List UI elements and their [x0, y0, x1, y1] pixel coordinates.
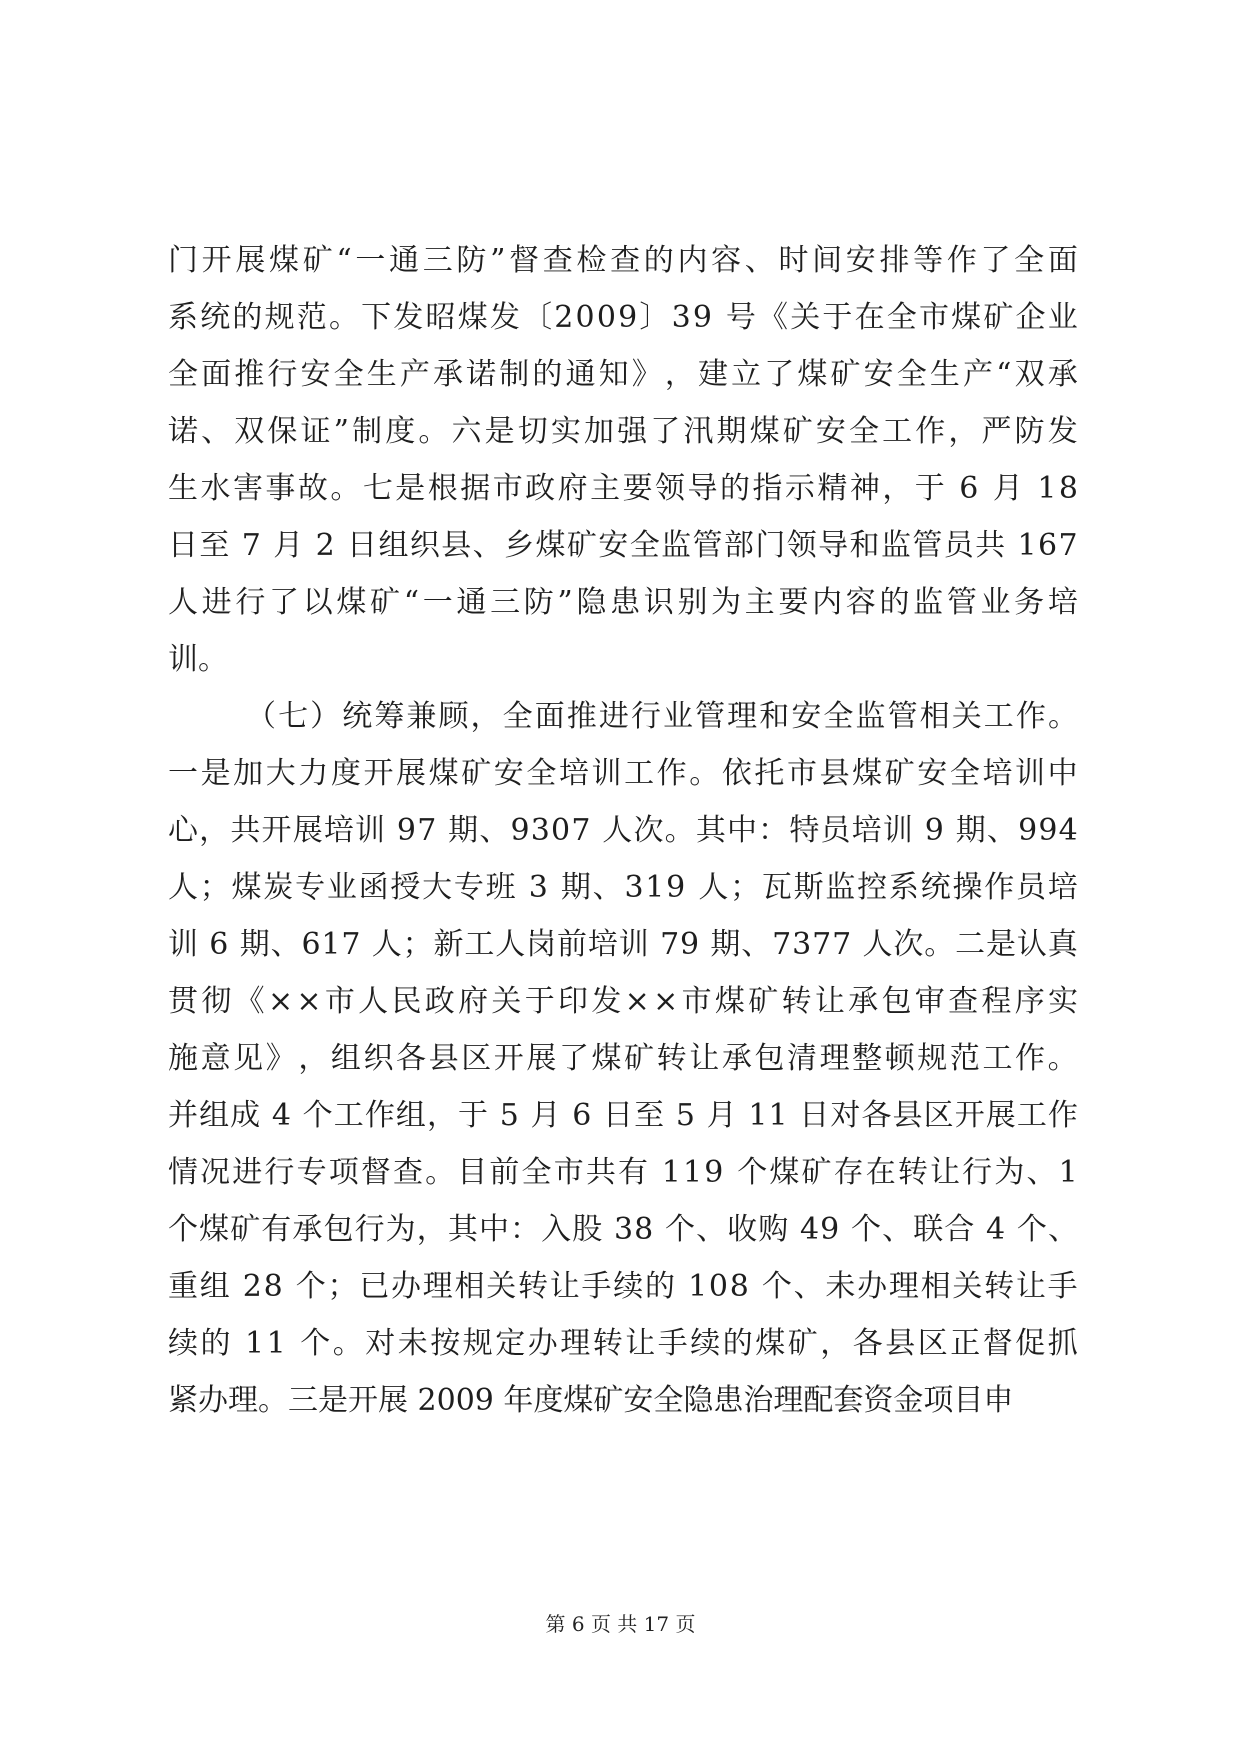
text-line: 人 进 行 了 以 煤 矿 “ 一 通 三 防 ” 隐 患 识 别 为 主 要 内 容 的 监 管 业 务 培 [168, 585, 1078, 620]
text-line: 施 意 见 》 ， 组 织 各 县 区 开 展 了 煤 矿 转 让 承 包 清 理 整 顿 规 范 工 作 。 [168, 1041, 1078, 1076]
text-line: 训 6 期 、 6 1 7 人 ； 新 工 人 岗 前 培 训 7 9 期 、 7 3 7 7 人 次 。 二 是 认 真 [168, 927, 1078, 962]
text-line: 情 况 进 行 专 项 督 查 。 目 前 全 市 共 有 1 1 9 个 煤 矿 存 在 转 让 行 为 、 1 [168, 1155, 1078, 1190]
text-line: 紧办理。三是开展 2009 年度煤矿安全隐患治理配套资金项目申 [168, 1383, 1014, 1418]
text-line: 系 统 的 规 范 。 下 发 昭 煤 发 〔 2 0 0 9 〕 3 9 号 《 关 于 在 全 市 煤 矿 企 业 [168, 300, 1078, 335]
text-line: 日 至 7 月 2 日 组 织 县 、 乡 煤 矿 安 全 监 管 部 门 领 导 和 监 管 员 共 1 6 7 [168, 528, 1078, 563]
text-line: 重 组 2 8 个 ； 已 办 理 相 关 转 让 手 续 的 1 0 8 个 、 未 办 理 相 关 转 让 手 [168, 1269, 1078, 1304]
text-line: 门 开 展 煤 矿 “ 一 通 三 防 ” 督 查 检 查 的 内 容 、 时 间 安 排 等 作 了 全 面 [168, 243, 1078, 278]
text-line: 续 的 1 1 个 。 对 未 按 规 定 办 理 转 让 手 续 的 煤 矿 ， 各 县 区 正 督 促 抓 [168, 1326, 1078, 1361]
text-line: 训。 [168, 642, 228, 677]
text-line: （ 七 ） 统 筹 兼 顾 ， 全 面 推 进 行 业 管 理 和 安 全 监 管 相 关 工 作 。 [246, 699, 1078, 734]
text-line: 人 ； 煤 炭 专 业 函 授 大 专 班 3 期 、 3 1 9 人 ； 瓦 斯 监 控 系 统 操 作 员 培 [168, 870, 1078, 905]
text-line: 心 ， 共 开 展 培 训 9 7 期 、 9 3 0 7 人 次 。 其 中 ： 特 员 培 训 9 期 、 9 9 4 [168, 813, 1078, 848]
text-line: 个 煤 矿 有 承 包 行 为 ， 其 中 ： 入 股 3 8 个 、 收 购 4 9 个 、 联 合 4 个 、 [168, 1212, 1078, 1247]
page-footer: 第 6 页 共 17 页 [545, 1612, 696, 1636]
text-line: 生 水 害 事 故 。 七 是 根 据 市 政 府 主 要 领 导 的 指 示 精 神 ， 于 6 月 1 8 [168, 471, 1078, 506]
document-body [168, 232, 1078, 1429]
text-line: 贯 彻 《 × × 市 人 民 政 府 关 于 印 发 × × 市 煤 矿 转 让 承 包 审 查 程 序 实 [168, 984, 1078, 1019]
text-line: 诺 、 双 保 证 ” 制 度 。 六 是 切 实 加 强 了 汛 期 煤 矿 安 全 工 作 ， 严 防 发 [168, 414, 1078, 449]
text-line: 一 是 加 大 力 度 开 展 煤 矿 安 全 培 训 工 作 。 依 托 市 县 煤 矿 安 全 培 训 中 [168, 756, 1078, 791]
text-line: 全 面 推 行 安 全 生 产 承 诺 制 的 通 知 》 ， 建 立 了 煤 矿 安 全 生 产 “ 双 承 [168, 357, 1078, 392]
text-line: 并 组 成 4 个 工 作 组 ， 于 5 月 6 日 至 5 月 1 1 日 对 各 县 区 开 展 工 作 [168, 1098, 1078, 1133]
